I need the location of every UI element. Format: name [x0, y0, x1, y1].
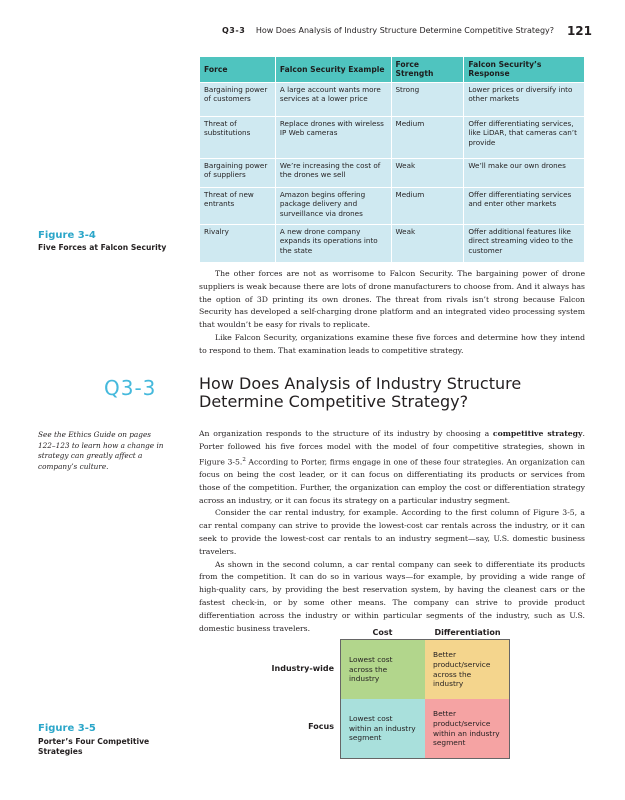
table-row [200, 116, 585, 158]
running-header [222, 24, 592, 38]
column-header: Force Strength [391, 57, 464, 83]
figure-3-4-caption: Five Forces at Falcon Security [38, 243, 167, 252]
body-text-main [199, 428, 585, 635]
matrix-cell-focus-differentiation: Better product/service within an industry segment [425, 699, 509, 758]
table-row [200, 187, 585, 224]
table-cell: We’re increasing the cost of the drones we sell [275, 158, 391, 187]
header-title: How Does Analysis of Industry Structure Determine Competitive Strategy? [255, 26, 555, 35]
matrix-col-header-cost: Cost [372, 628, 393, 637]
body-text-top [199, 268, 585, 358]
column-header: Falcon Security’s Response [464, 57, 585, 83]
section-title: How Does Analysis of Industry Structure Determine Competitive Strategy? [199, 374, 522, 411]
page-number: 121 [566, 24, 592, 38]
table-cell: Lower prices or diversify into other markets [464, 82, 585, 116]
key-term: competitive strategy [492, 429, 583, 438]
paragraph-text: An organization responds to the structure of its industry by choosing a [199, 429, 493, 438]
table-cell: Rivalry [200, 224, 276, 262]
table-header-row [200, 57, 585, 83]
matrix-cell-industry-cost: Lowest cost across the industry [341, 640, 425, 699]
table-row [200, 158, 585, 187]
paragraph: The other forces are not as worrisome to Falcon Security. The bargaining power of drone suppliers is weak because there are lots of drone manufacturers to choose from. And it always has the option of 3D printing its own drones. The threat from rivals isn’t strong because Falcon Security has developed a self-charging drone platform and an integrated video processing system that wouldn’t be easy for rivals to replicate. [199, 269, 585, 330]
table-cell: Replace drones with wireless IP Web cameras [275, 116, 391, 158]
table-row [200, 224, 585, 262]
matrix-row-header-industry-wide: Industry-wide [271, 664, 334, 673]
table-cell: Medium [391, 116, 464, 158]
table-cell: We’ll make our own drones [464, 158, 585, 187]
paragraph-text: . Porter followed his five forces model with the model of four competitive strategies, shown in Figure 3-5. [199, 429, 585, 467]
table-cell: Offer differentiating services and enter other markets [464, 187, 585, 224]
matrix-col-header-differentiation: Differentiation [434, 628, 501, 637]
paragraph: Consider the car rental industry, for example. According to the first column of Figure 3-5, a car rental company can strive to provide the lowest-cost car rentals across the industry, or it can seek to provide the lowest-cost car rentals to an industry segment—say, U.S. domestic business travelers. [199, 508, 585, 556]
paragraph: As shown in the second column, a car rental company can seek to differentiate its products from the competition. It can do so in various ways—for example, by providing a wide range of high-quality cars, by providing the best reservation system, by having the cleanest cars or the fastest check-in, or by some other means. The company can strive to provide product differentiation across the industry or within particular segments of the industry, such as U.S. domestic business travelers. [199, 559, 585, 633]
margin-note: See the Ethics Guide on pages 122–123 to learn how a change in strategy can greatly affect a company’s culture. [38, 430, 164, 471]
table-cell: Strong [391, 82, 464, 116]
figure-3-5-caption: Porter’s Four Competitive Strategies [38, 737, 150, 756]
table-cell: A new drone company expands its operations into the state [275, 224, 391, 262]
table-cell: Threat of new entrants [200, 187, 276, 224]
table-cell: Amazon begins offering package delivery and surveillance via drones [275, 187, 391, 224]
figure-3-4-label: Figure 3-4 [38, 230, 96, 241]
figure-3-5-label: Figure 3-5 [38, 723, 96, 734]
paragraph [199, 428, 585, 507]
paragraph: Like Falcon Security, organizations examine these five forces and determine how they intend to respond to them. That examination leads to competitive strategy. [199, 332, 585, 355]
section-number: Q3-3 [104, 376, 157, 400]
table-cell: Weak [391, 224, 464, 262]
matrix-row-header-focus: Focus [308, 722, 334, 731]
table-cell: Weak [391, 158, 464, 187]
table-cell: Offer differentiating services, like LiDAR, that cameras can’t provide [464, 116, 585, 158]
table-cell: Bargaining power of customers [200, 82, 276, 116]
five-forces-table [199, 56, 585, 263]
table-cell: Offer additional features like direct streaming video to the customer [464, 224, 585, 262]
table-row [200, 82, 585, 116]
header-section-number: Q3-3 [222, 26, 246, 35]
table-cell: Threat of substitutions [200, 116, 276, 158]
table-cell: A large account wants more services at a lower price [275, 82, 391, 116]
matrix-frame [340, 639, 510, 759]
table-cell: Medium [391, 187, 464, 224]
column-header: Force [200, 57, 276, 83]
column-header: Falcon Security Example [275, 57, 391, 83]
matrix-cell-industry-differentiation: Better product/service across the industry [425, 640, 509, 699]
footnote-ref: 2 [242, 456, 246, 463]
matrix-cell-focus-cost: Lowest cost within an industry segment [341, 699, 425, 758]
table-cell: Bargaining power of suppliers [200, 158, 276, 187]
paragraph-text: According to Porter, firms engage in one of these four strategies. An organization can focus on being the cost leader, or it can focus on differentiating its products or services from those of the competition. Further, the organization can employ the cost or differentiation strategy across an industry, or it can focus its strategy on a particular industry segment. [199, 457, 585, 505]
